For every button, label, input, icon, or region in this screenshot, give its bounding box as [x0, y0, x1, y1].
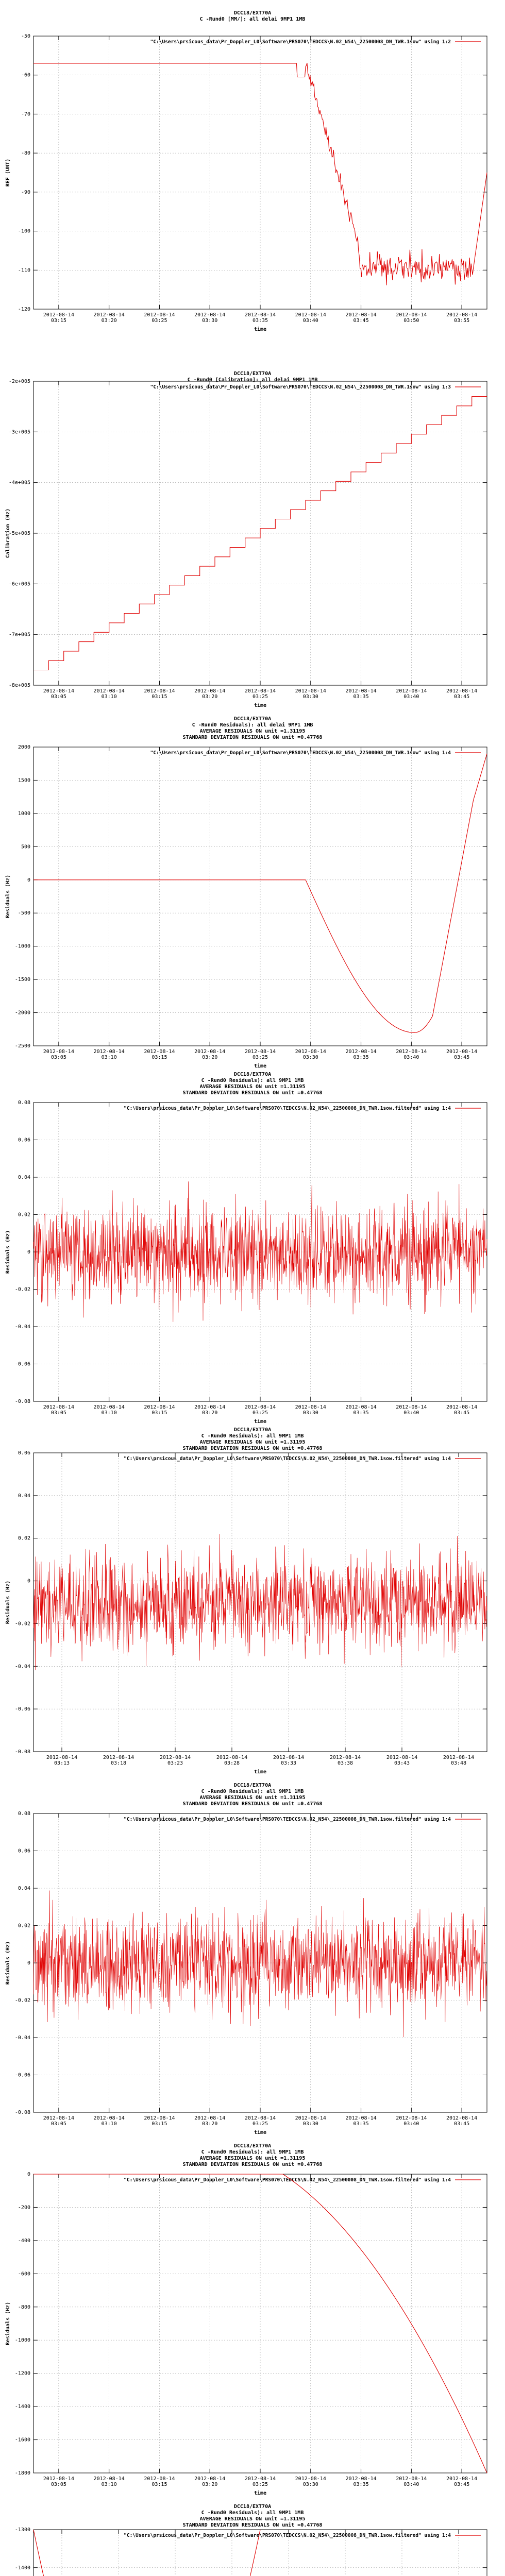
- y-axis-title: REF (UNT): [5, 158, 11, 187]
- x-tick-label: 2012-08-14 03:20: [93, 312, 125, 324]
- x-tick-label: 2012-08-14 03:40: [396, 1049, 427, 1060]
- y-tick-label: 2000: [18, 744, 30, 750]
- chart-title-line: DCC18/EXT70A: [233, 1072, 272, 1077]
- y-tick-label: 0.06: [18, 1137, 30, 1143]
- y-tick-label: -7e+005: [8, 632, 30, 638]
- y-tick-label: -800: [18, 2304, 30, 2310]
- x-tick-label: 2012-08-14 03:10: [93, 2115, 125, 2127]
- x-tick-label: 2012-08-14 03:05: [43, 688, 74, 700]
- y-tick-label: 1000: [18, 810, 30, 817]
- y-tick-label: 0: [27, 877, 30, 883]
- x-tick-label: 2012-08-14 03:23: [159, 1755, 191, 1766]
- y-tick-label: -1800: [14, 2470, 30, 2476]
- y-tick-label: -60: [21, 72, 30, 78]
- x-tick-label: 2012-08-14 03:50: [396, 312, 427, 324]
- y-tick-label: -5e+005: [8, 531, 30, 536]
- chart-title-line: DCC18/EXT70A: [233, 716, 272, 722]
- y-tick-label: -0.06: [14, 1706, 30, 1713]
- legend-label: "C:\Users\prsicous_data\Pr_Doppler_L0\Software\PRS070\TEDCCS\N.02_N54\_22500008_DN_TWR.1sow" using 1:4: [150, 750, 451, 756]
- chart-title-line: AVERAGE RESIDUALS ON unit =1.31195: [199, 2156, 306, 2161]
- y-tick-label: -4e+005: [8, 480, 30, 486]
- x-tick-label: 2012-08-14 03:05: [43, 1404, 74, 1416]
- x-tick-label: 2012-08-14 03:15: [144, 2476, 175, 2487]
- x-tick-label: 2012-08-14 03:30: [295, 1404, 326, 1416]
- x-tick-label: 2012-08-14 03:30: [295, 2115, 326, 2127]
- chart-title-line: STANDARD DEVIATION RESIDUALS ON unit =0.47768: [182, 735, 323, 740]
- x-tick-label: 2012-08-14 03:35: [345, 1049, 377, 1060]
- x-tick-label: 2012-08-14 03:45: [446, 1049, 478, 1060]
- x-tick-label: 2012-08-14 03:30: [295, 2476, 326, 2487]
- x-tick-label: 2012-08-14 03:05: [43, 2476, 74, 2487]
- y-tick-label: -8e+005: [8, 683, 30, 688]
- y-tick-label: 0.06: [18, 1450, 30, 1456]
- y-tick-label: -0.04: [14, 1664, 30, 1670]
- chart-title-line: STANDARD DEVIATION RESIDUALS ON unit =0.47768: [182, 1090, 323, 1096]
- y-tick-label: -100: [18, 228, 30, 234]
- chart-title-line: C -Rund0 Residuals): all 9MP1 1MB: [201, 2149, 304, 2155]
- y-tick-label: 0.04: [18, 1886, 30, 1891]
- chart-title-line: DCC18/EXT70A: [233, 2143, 272, 2149]
- y-tick-label: -0.04: [14, 2035, 30, 2041]
- x-tick-label: 2012-08-14 03:40: [396, 2115, 427, 2127]
- y-tick-label: 500: [21, 844, 30, 850]
- chart-title-line: C -Rund0 [Calibration]: all delai 9MP1 1MB: [187, 377, 318, 383]
- x-tick-label: 2012-08-14 03:18: [103, 1755, 134, 1766]
- x-tick-label: 2012-08-14 03:45: [446, 1404, 478, 1416]
- chart-title-line: AVERAGE RESIDUALS ON unit =1.31195: [199, 1439, 306, 1445]
- y-tick-label: -1000: [14, 2337, 30, 2344]
- x-tick-label: 2012-08-14 03:25: [244, 2115, 276, 2127]
- y-tick-label: -2000: [14, 1010, 30, 1016]
- legend-label: "C:\Users\prsicous_data\Pr_Doppler_L0\Software\PRS070\TEDCCS\N.02_N54\_22500008_DN_TWR.1sow" using 1:2: [150, 39, 451, 45]
- x-tick-label: 2012-08-14 03:15: [144, 688, 175, 700]
- chart-title-line: STANDARD DEVIATION RESIDUALS ON unit =0.47768: [182, 1446, 323, 1451]
- x-tick-label: 2012-08-14 03:15: [43, 312, 74, 324]
- y-tick-label: -0.08: [14, 1749, 30, 1755]
- chart-title-line: DCC18/EXT70A: [233, 2504, 272, 2510]
- x-tick-label: 2012-08-14 03:30: [295, 1049, 326, 1060]
- y-tick-label: -3e+005: [8, 429, 30, 435]
- x-axis-title: time: [254, 2130, 267, 2136]
- x-tick-label: 2012-08-14 03:25: [244, 1404, 276, 1416]
- chart-title-line: DCC18/EXT70A: [233, 1427, 272, 1433]
- x-tick-label: 2012-08-14 03:20: [194, 1404, 226, 1416]
- y-tick-label: -90: [21, 189, 30, 195]
- y-tick-label: -0.06: [14, 2072, 30, 2078]
- y-tick-label: -0.04: [14, 1324, 30, 1330]
- x-tick-label: 2012-08-14 03:40: [396, 688, 427, 700]
- y-axis-title: Residuals (Hz): [5, 1580, 11, 1624]
- chart-title-line: AVERAGE RESIDUALS ON unit =1.31195: [199, 1795, 306, 1801]
- x-tick-label: 2012-08-14 03:30: [295, 688, 326, 700]
- y-axis-title: Residuals (Hz): [5, 1941, 11, 1985]
- legend-label: "C:\Users\prsicous_data\Pr_Doppler_L0\Software\PRS070\TEDCCS\N.02_N54\_22500008_DN_TWR.1sow.filtered" using 1:4: [124, 1456, 451, 1462]
- chart-title-line: C -Rund0 Residuals): all 9MP1 1MB: [201, 1078, 304, 1083]
- y-tick-label: -0.02: [14, 1286, 30, 1293]
- y-tick-label: -600: [18, 2271, 30, 2277]
- y-tick-label: 0.04: [18, 1493, 30, 1499]
- y-axis-title: Residuals (Hz): [5, 874, 11, 919]
- y-tick-label: -1400: [14, 2565, 30, 2571]
- y-tick-label: -400: [18, 2238, 30, 2244]
- x-axis-title: time: [254, 1063, 267, 1069]
- x-axis-title: time: [254, 1419, 267, 1425]
- x-tick-label: 2012-08-14 03:15: [144, 2115, 175, 2127]
- x-tick-label: 2012-08-14 03:45: [345, 312, 377, 324]
- y-tick-label: 1500: [18, 777, 30, 784]
- y-tick-label: -0.02: [14, 1621, 30, 1627]
- x-tick-label: 2012-08-14 03:40: [396, 2476, 427, 2487]
- x-tick-label: 2012-08-14 03:30: [194, 312, 226, 324]
- chart-title-line: AVERAGE RESIDUALS ON unit =1.31195: [199, 2516, 306, 2522]
- x-tick-label: 2012-08-14 03:40: [396, 1404, 427, 1416]
- legend-label: "C:\Users\prsicous_data\Pr_Doppler_L0\Software\PRS070\TEDCCS\N.02_N54\_22500008_DN_TWR.1sow.filtered" using 1:4: [124, 1106, 451, 1111]
- y-tick-label: -110: [18, 267, 30, 274]
- y-tick-label: -2500: [14, 1043, 30, 1049]
- x-axis-title: time: [254, 1769, 267, 1775]
- chart-title-line: C -Rund0 [MM/]: all delai 9MP1 1MB: [199, 16, 306, 22]
- x-tick-label: 2012-08-14 03:35: [345, 2115, 377, 2127]
- y-tick-label: -1600: [14, 2437, 30, 2443]
- x-tick-label: 2012-08-14 03:20: [194, 688, 226, 700]
- y-tick-label: -1300: [14, 2527, 30, 2533]
- legend-label: "C:\Users\prsicous_data\Pr_Doppler_L0\Software\PRS070\TEDCCS\N.02_N54\_22500008_DN_TWR.1sow" using 1:3: [150, 384, 451, 390]
- y-tick-label: -0.08: [14, 1399, 30, 1404]
- chart-title-line: C -Rund0 Residuals): all delai 9MP1 1MB: [192, 722, 313, 728]
- chart-title-line: DCC18/EXT70A: [233, 371, 272, 377]
- x-tick-label: 2012-08-14 03:05: [43, 2115, 74, 2127]
- y-tick-label: -1000: [14, 943, 30, 950]
- x-tick-label: 2012-08-14 03:25: [244, 2476, 276, 2487]
- x-tick-label: 2012-08-14 03:28: [216, 1755, 248, 1766]
- x-tick-label: 2012-08-14 03:10: [93, 688, 125, 700]
- chart-title-line: AVERAGE RESIDUALS ON unit =1.31195: [199, 728, 306, 734]
- x-tick-label: 2012-08-14 03:35: [345, 688, 377, 700]
- y-tick-label: -1500: [14, 977, 30, 983]
- chart-title-line: STANDARD DEVIATION RESIDUALS ON unit =0.47768: [182, 2522, 323, 2528]
- x-tick-label: 2012-08-14 03:10: [93, 2476, 125, 2487]
- x-tick-label: 2012-08-14 03:38: [329, 1755, 361, 1766]
- x-tick-label: 2012-08-14 03:15: [144, 1404, 175, 1416]
- y-tick-label: -0.08: [14, 2110, 30, 2115]
- x-tick-label: 2012-08-14 03:55: [446, 312, 478, 324]
- x-tick-label: 2012-08-14 03:10: [93, 1404, 125, 1416]
- x-tick-label: 2012-08-14 03:20: [194, 2476, 226, 2487]
- y-tick-label: 0: [27, 2172, 30, 2177]
- y-tick-label: 0: [27, 1249, 30, 1255]
- y-tick-label: 0: [27, 1960, 30, 1966]
- x-tick-label: 2012-08-14 03:20: [194, 2115, 226, 2127]
- y-tick-label: -50: [21, 33, 30, 39]
- x-tick-label: 2012-08-14 03:25: [244, 1049, 276, 1060]
- legend-label: "C:\Users\prsicous_data\Pr_Doppler_L0\Software\PRS070\TEDCCS\N.02_N54\_22500008_DN_TWR.1sow.filtered" using 1:4: [124, 2533, 451, 2538]
- x-axis-title: time: [254, 703, 267, 708]
- y-tick-label: -1400: [14, 2404, 30, 2410]
- y-tick-label: -2e+005: [8, 379, 30, 384]
- x-tick-label: 2012-08-14 03:43: [386, 1755, 418, 1766]
- chart-title-line: AVERAGE RESIDUALS ON unit =1.31195: [199, 1084, 306, 1090]
- chart-title-line: C -Rund0 Residuals): all 9MP1 1MB: [201, 1433, 304, 1439]
- y-tick-label: 0.04: [18, 1175, 30, 1180]
- x-tick-label: 2012-08-14 03:48: [443, 1755, 475, 1766]
- y-tick-label: -6e+005: [8, 581, 30, 587]
- x-tick-label: 2012-08-14 03:10: [93, 1049, 125, 1060]
- chart-title-line: C -Rund0 Residuals): all 9MP1 1MB: [201, 1789, 304, 1794]
- x-tick-label: 2012-08-14 03:25: [144, 312, 175, 324]
- y-tick-label: -200: [18, 2205, 30, 2211]
- y-axis-title: Calibration (Hz): [5, 508, 11, 558]
- x-axis-title: time: [254, 327, 267, 332]
- y-tick-label: 0.06: [18, 1848, 30, 1854]
- legend-label: "C:\Users\prsicous_data\Pr_Doppler_L0\Software\PRS070\TEDCCS\N.02_N54\_22500008_DN_TWR.1sow.filtered" using 1:4: [124, 2177, 451, 2183]
- y-tick-label: -70: [21, 111, 30, 117]
- x-tick-label: 2012-08-14 03:35: [345, 1404, 377, 1416]
- x-tick-label: 2012-08-14 03:40: [295, 312, 326, 324]
- x-tick-label: 2012-08-14 03:20: [194, 1049, 226, 1060]
- y-tick-label: -1200: [14, 2370, 30, 2377]
- chart-title-line: DCC18/EXT70A: [233, 10, 272, 16]
- y-tick-label: 0.08: [18, 1811, 30, 1817]
- y-tick-label: 0.02: [18, 1212, 30, 1218]
- y-axis-title: Residuals (Hz): [5, 1230, 11, 1274]
- x-tick-label: 2012-08-14 03:15: [144, 1049, 175, 1060]
- x-tick-label: 2012-08-14 03:35: [345, 2476, 377, 2487]
- x-tick-label: 2012-08-14 03:25: [244, 688, 276, 700]
- y-tick-label: 0.08: [18, 1100, 30, 1106]
- chart-title-line: C -Rund0 Residuals): all 9MP1 1MB: [201, 2510, 304, 2516]
- x-tick-label: 2012-08-14 03:45: [446, 688, 478, 700]
- chart-title-line: DCC18/EXT70A: [233, 1783, 272, 1788]
- y-tick-label: 0.02: [18, 1535, 30, 1541]
- x-tick-label: 2012-08-14 03:35: [244, 312, 276, 324]
- x-tick-label: 2012-08-14 03:05: [43, 1049, 74, 1060]
- y-tick-label: -120: [18, 307, 30, 312]
- x-tick-label: 2012-08-14 03:45: [446, 2115, 478, 2127]
- y-tick-label: 0.02: [18, 1923, 30, 1929]
- y-tick-label: -80: [21, 150, 30, 157]
- legend-label: "C:\Users\prsicous_data\Pr_Doppler_L0\Software\PRS070\TEDCCS\N.02_N54\_22500008_DN_TWR.1sow.filtered" using 1:4: [124, 1817, 451, 1822]
- chart-title-line: STANDARD DEVIATION RESIDUALS ON unit =0.47768: [182, 1801, 323, 1807]
- y-tick-label: -0.06: [14, 1361, 30, 1367]
- y-tick-label: 0: [27, 1578, 30, 1584]
- x-tick-label: 2012-08-14 03:13: [46, 1755, 78, 1766]
- y-tick-label: -0.02: [14, 1997, 30, 2004]
- y-axis-title: Residuals (Hz): [5, 2301, 11, 2346]
- chart-title-line: STANDARD DEVIATION RESIDUALS ON unit =0.47768: [182, 2162, 323, 2167]
- x-axis-title: time: [254, 2490, 267, 2496]
- y-tick-label: -500: [18, 910, 30, 917]
- x-tick-label: 2012-08-14 03:33: [273, 1755, 305, 1766]
- x-tick-label: 2012-08-14 03:45: [446, 2476, 478, 2487]
